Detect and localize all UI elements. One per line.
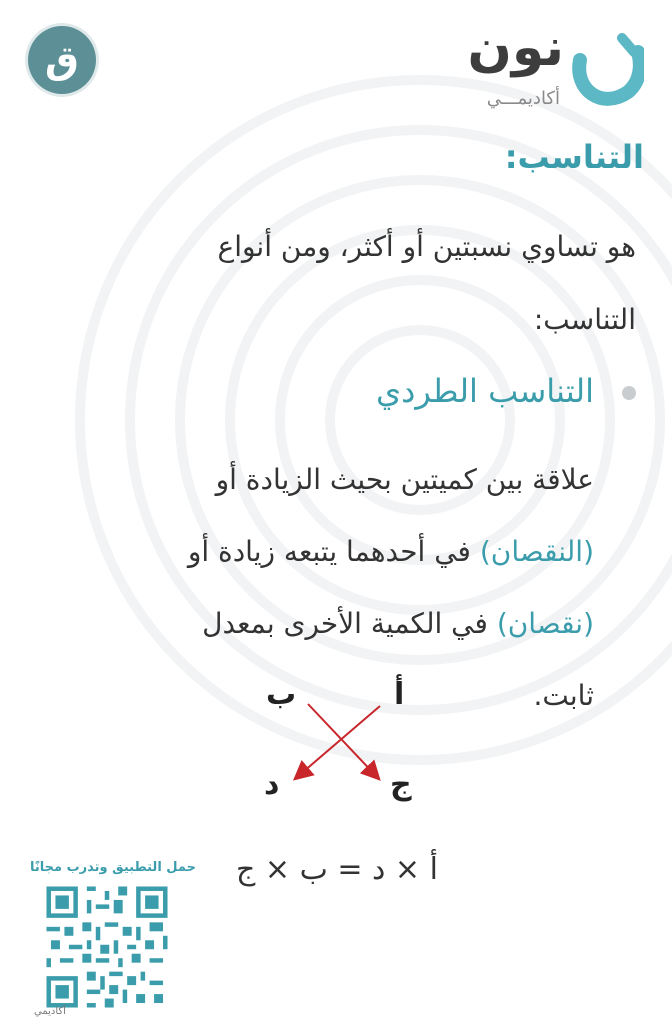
proportion-diagram xyxy=(250,670,430,810)
app-icon-button[interactable] xyxy=(28,26,96,94)
cross-arrows xyxy=(250,670,430,810)
arrow-b-to-j xyxy=(308,704,378,778)
desc-part-3: في الكمية الأخرى بمعدل ثابت. xyxy=(202,607,594,712)
desc-part-1: علاقة بين كميتين بحيث الزيادة أو xyxy=(215,463,594,496)
label-top-right: أ xyxy=(394,677,405,712)
bullet-heading: التناسب الطردي xyxy=(376,372,594,410)
bullet-dot-icon xyxy=(622,386,636,400)
promo-text: حمل التطبيق وتدرب مجانًا xyxy=(30,860,196,875)
label-bottom-left: د xyxy=(264,767,280,802)
qr-code-icon[interactable] xyxy=(42,882,172,1012)
noon-logo-mark xyxy=(572,30,644,110)
section-title: التناسب: xyxy=(504,138,644,176)
promo-brand: أكاديمي xyxy=(34,1006,66,1017)
label-bottom-right: ج xyxy=(390,767,412,802)
desc-highlight-1: (النقصان) xyxy=(479,535,594,568)
app-download-promo[interactable] xyxy=(30,860,196,1020)
equation-text: أ × د = ب × ج xyxy=(236,852,438,887)
app-icon-glyph: ق xyxy=(45,38,79,82)
desc-part-2: في أحدهما يتبعه زيادة أو xyxy=(187,535,480,568)
noon-logo xyxy=(424,18,644,112)
logo-subtitle: أكاديمـــي xyxy=(486,88,560,109)
desc-highlight-2: (نقصان) xyxy=(496,607,594,640)
definition-text: هو تساوي نسبتين أو أكثر، ومن أنواع التناسب: xyxy=(217,230,636,336)
logo-name: نون xyxy=(467,18,564,78)
label-top-left: ب xyxy=(266,677,297,712)
